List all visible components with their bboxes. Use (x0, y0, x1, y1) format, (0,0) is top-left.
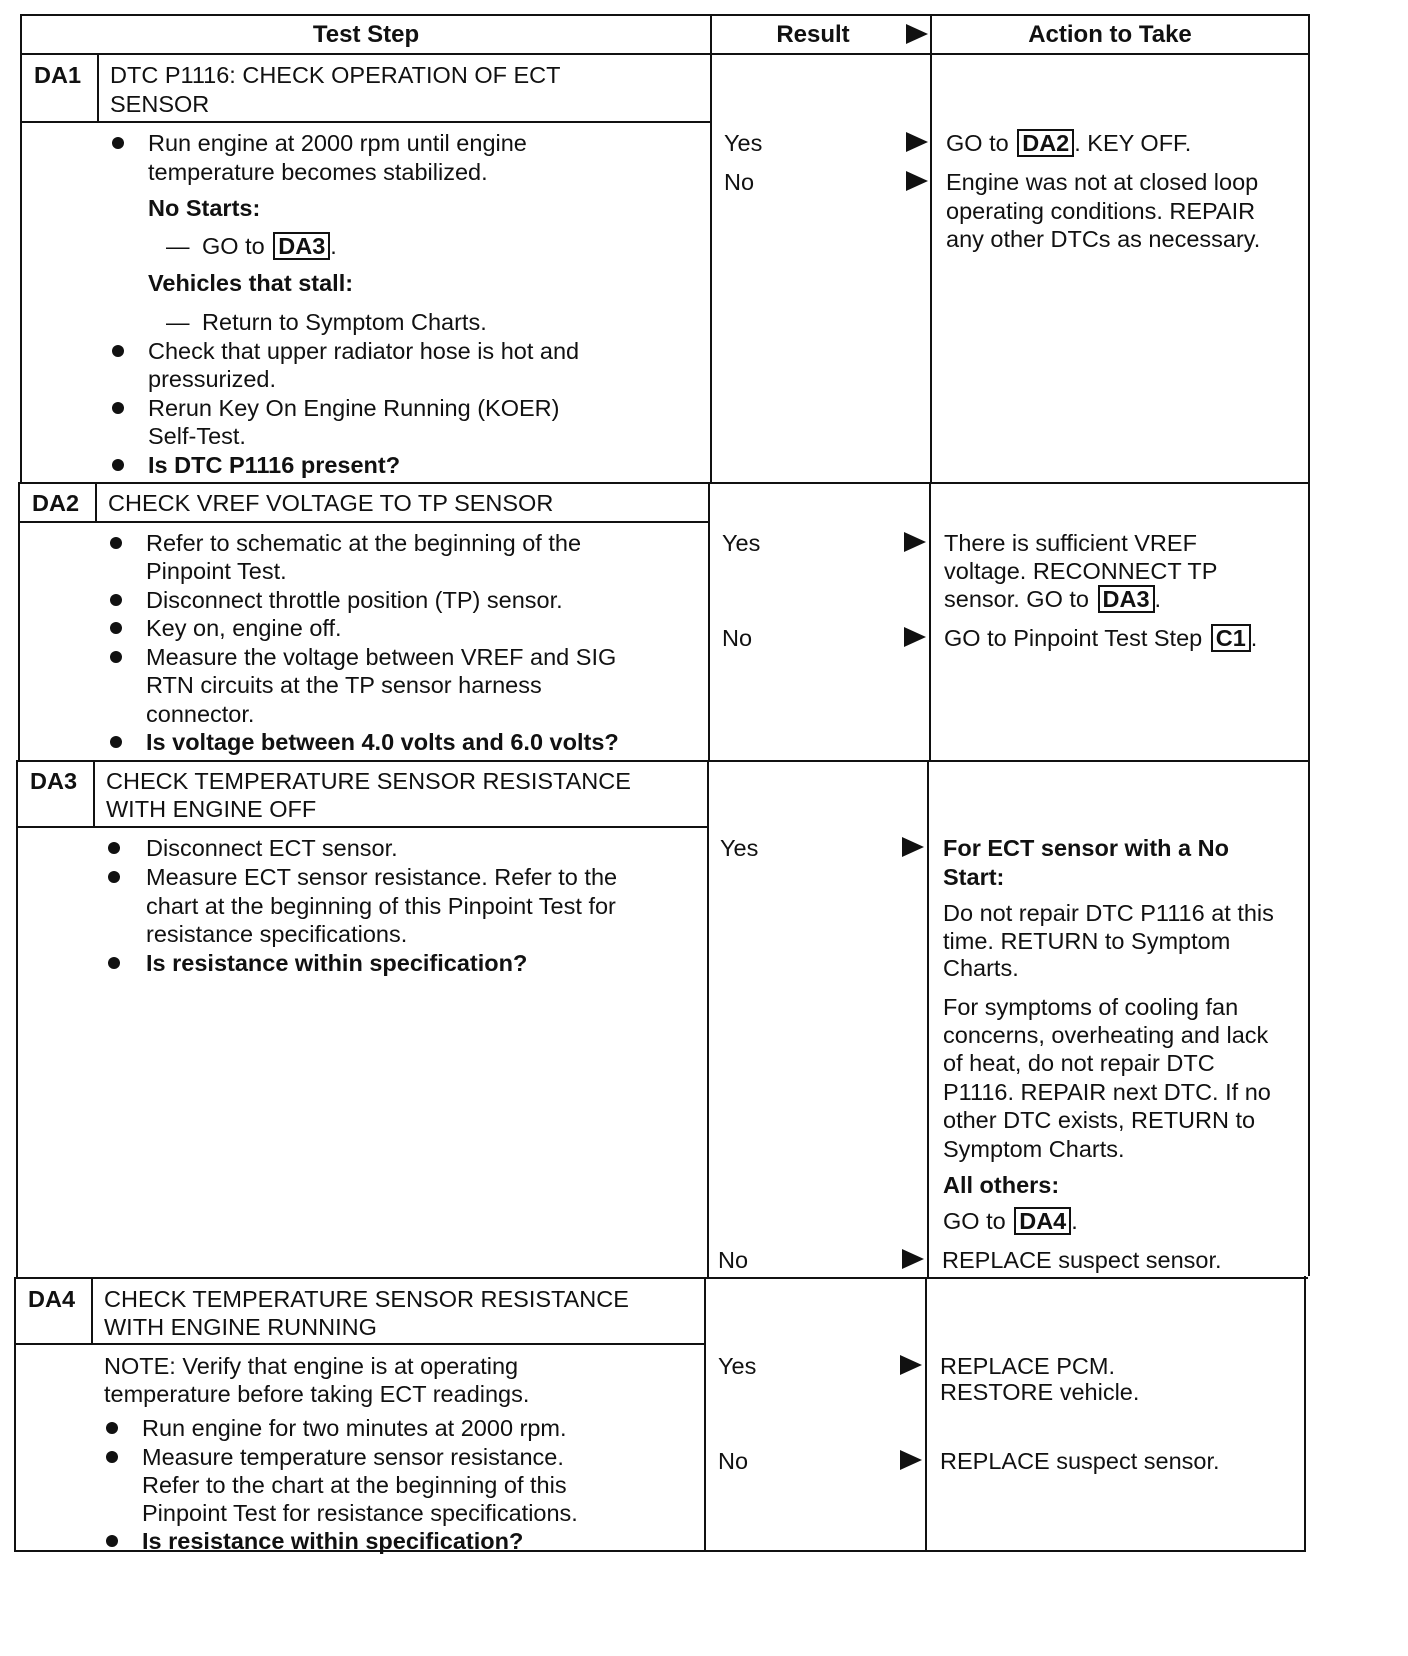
bullet-icon (110, 622, 122, 634)
arrow-icon (906, 132, 928, 152)
step-title-line: WITH ENGINE RUNNING (104, 1314, 377, 1340)
action-yes-line: Symptom Charts. (943, 1136, 1125, 1162)
instruction-line: temperature becomes stabilized. (148, 159, 488, 185)
bullet-icon (112, 345, 124, 357)
column-divider (925, 1278, 927, 1552)
header-result: Result (776, 21, 850, 48)
header-row-divider (20, 53, 1308, 55)
result-yes: Yes (722, 530, 761, 556)
dash: — (166, 233, 190, 259)
dash: — (166, 309, 190, 335)
step-ref-da3[interactable]: DA3 (1098, 585, 1155, 613)
step-id-divider (93, 760, 95, 826)
arrow-icon (902, 837, 924, 857)
result-yes: Yes (724, 130, 763, 156)
table-left-border (16, 760, 18, 1278)
bullet-icon (110, 736, 122, 748)
action-yes-line: P1116. REPAIR next DTC. If no (943, 1079, 1271, 1105)
step-title-line: SENSOR (110, 91, 210, 117)
step-title-line: CHECK TEMPERATURE SENSOR RESISTANCE (104, 1286, 629, 1312)
step-title-underline (14, 1343, 704, 1345)
step-ref-da4[interactable]: DA4 (1014, 1207, 1071, 1235)
instruction-line: pressurized. (148, 366, 276, 392)
action-yes-line: other DTC exists, RETURN to (943, 1107, 1256, 1133)
column-divider (708, 482, 710, 760)
instruction-line: resistance specifications. (146, 921, 408, 947)
action-no: REPLACE suspect sensor. (942, 1247, 1222, 1273)
instruction-line: chart at the beginning of this Pinpoint Test for (146, 893, 616, 919)
arrow-icon (902, 1249, 924, 1269)
action-no: GO to Pinpoint Test Step C1 . (944, 625, 1258, 651)
instruction-line: RTN circuits at the TP sensor harness (146, 672, 542, 698)
result-no: No (718, 1448, 749, 1474)
step-id-da2: DA2 (32, 490, 80, 516)
bullet-icon (108, 871, 120, 883)
action-yes-line: Do not repair DTC P1116 at this (943, 900, 1274, 926)
result-yes: Yes (720, 835, 759, 861)
instruction-line: Self-Test. (148, 423, 246, 449)
vehicles-stall-label: Vehicles that stall: (148, 270, 354, 296)
arrow-icon (904, 532, 926, 552)
action-no: REPLACE suspect sensor. (940, 1448, 1220, 1474)
arrow-icon (904, 627, 926, 647)
step-id-divider (91, 1278, 93, 1343)
bullet-icon (106, 1535, 118, 1547)
instruction-line: Check that upper radiator hose is hot and (148, 338, 580, 364)
action-all-others: GO to DA4 . (943, 1208, 1078, 1234)
instruction-line: Run engine for two minutes at 2000 rpm. (142, 1415, 567, 1441)
bullet-icon (112, 459, 124, 471)
action-yes-line: Charts. (943, 955, 1019, 981)
instruction-line: Refer to the chart at the beginning of this (142, 1472, 567, 1498)
action-no-line: operating conditions. REPAIR (946, 198, 1256, 224)
result-yes: Yes (718, 1353, 757, 1379)
bullet-icon (112, 137, 124, 149)
table-right-border (1308, 14, 1310, 1276)
table-left-border (14, 1278, 16, 1552)
step-question: Is DTC P1116 present? (148, 452, 401, 478)
instruction-line: Measure ECT sensor resistance. Refer to the (146, 864, 618, 890)
table-left-border (20, 14, 22, 482)
step-id-divider (97, 53, 99, 121)
no-starts-instruction: — GO to DA3 . (166, 233, 337, 259)
action-yes-line: sensor. GO to DA3 . (944, 586, 1162, 612)
instruction-line: Disconnect throttle position (TP) sensor. (146, 587, 563, 613)
action-yes-line: For symptoms of cooling fan (943, 994, 1239, 1020)
action-no-line: Engine was not at closed loop (946, 169, 1259, 195)
instruction-line: Disconnect ECT sensor. (146, 835, 398, 861)
bullet-icon (110, 594, 122, 606)
step-title-line: CHECK VREF VOLTAGE TO TP SENSOR (108, 490, 554, 516)
step-question: Is resistance within specification? (142, 1528, 524, 1554)
arrow-icon (900, 1450, 922, 1470)
action-yes-line: RESTORE vehicle. (940, 1379, 1140, 1405)
step-question: Is resistance within specification? (146, 950, 528, 976)
step-id-da3: DA3 (30, 768, 78, 794)
column-divider (707, 760, 709, 1278)
instruction-line: Run engine at 2000 rpm until engine (148, 130, 527, 156)
header-test-step: Test Step (312, 21, 420, 48)
stall-instruction-text: Return to Symptom Charts. (202, 309, 487, 335)
instruction-line: Measure the voltage between VREF and SIG (146, 644, 617, 670)
all-others-label: All others: (943, 1172, 1060, 1198)
action-no-line: any other DTCs as necessary. (946, 226, 1261, 252)
table-top-border (22, 14, 1308, 16)
bullet-icon (110, 651, 122, 663)
table-right-border (1304, 1276, 1306, 1552)
instruction-line: Key on, engine off. (146, 615, 342, 641)
bullet-icon (106, 1422, 118, 1434)
step-title-underline (18, 521, 708, 523)
step-title-line: CHECK TEMPERATURE SENSOR RESISTANCE (106, 768, 631, 794)
step-question: Is voltage between 4.0 volts and 6.0 volts? (146, 729, 619, 755)
step-ref-da2[interactable]: DA2 (1017, 129, 1074, 157)
note-line: temperature before taking ECT readings. (104, 1381, 530, 1407)
result-no: No (718, 1247, 749, 1273)
action-yes-line: There is sufficient VREF (944, 530, 1197, 556)
no-starts-label: No Starts: (148, 195, 261, 221)
step-title-line: WITH ENGINE OFF (106, 796, 317, 822)
bullet-icon (108, 842, 120, 854)
instruction-line: Rerun Key On Engine Running (KOER) (148, 395, 560, 421)
step-title-underline (16, 826, 707, 828)
step-id-da1: DA1 (34, 62, 82, 88)
step-title-underline (20, 121, 710, 123)
table-left-border (18, 482, 20, 760)
arrow-icon (906, 24, 928, 44)
action-yes-heading: For ECT sensor with a No (943, 835, 1229, 861)
bullet-icon (112, 402, 124, 414)
column-divider (930, 14, 932, 482)
instruction-line: Measure temperature sensor resistance. (142, 1444, 564, 1470)
bullet-icon (108, 957, 120, 969)
step-id-da4: DA4 (28, 1286, 76, 1312)
step-ref-c1[interactable]: C1 (1211, 624, 1251, 652)
action-yes-heading: Start: (943, 864, 1005, 890)
note-line: NOTE: Verify that engine is at operating (104, 1353, 519, 1379)
column-divider (927, 760, 929, 1278)
result-no: No (722, 625, 753, 651)
instruction-line: connector. (146, 701, 255, 727)
row-divider (16, 760, 1308, 762)
step-id-divider (95, 482, 97, 521)
column-divider (704, 1278, 706, 1552)
column-divider (929, 482, 931, 760)
stall-instruction (166, 307, 487, 338)
bullet-icon (110, 537, 122, 549)
column-divider (710, 14, 712, 482)
instruction-line: Pinpoint Test. (146, 558, 287, 584)
step-title-line: DTC P1116: CHECK OPERATION OF ECT (110, 62, 561, 88)
arrow-icon (906, 171, 928, 191)
header-action: Action to Take (1028, 21, 1192, 48)
action-yes-line: of heat, do not repair DTC (943, 1050, 1215, 1076)
action-yes: GO to DA2 . KEY OFF. (946, 130, 1192, 156)
go-to-text: GO to (202, 233, 265, 259)
arrow-icon (900, 1355, 922, 1375)
action-yes-line: REPLACE PCM. (940, 1353, 1115, 1379)
bullet-icon (106, 1451, 118, 1463)
row-divider (14, 1277, 1308, 1279)
instruction-line: Pinpoint Test for resistance specifications. (142, 1500, 578, 1526)
action-yes-line: concerns, overheating and lack (943, 1022, 1269, 1048)
row-divider (18, 482, 1308, 484)
action-yes-line: voltage. RECONNECT TP (944, 558, 1218, 584)
result-no: No (724, 169, 755, 195)
step-ref-da3[interactable]: DA3 (273, 232, 330, 260)
action-yes-line: time. RETURN to Symptom (943, 928, 1231, 954)
instruction-line: Refer to schematic at the beginning of the (146, 530, 582, 556)
